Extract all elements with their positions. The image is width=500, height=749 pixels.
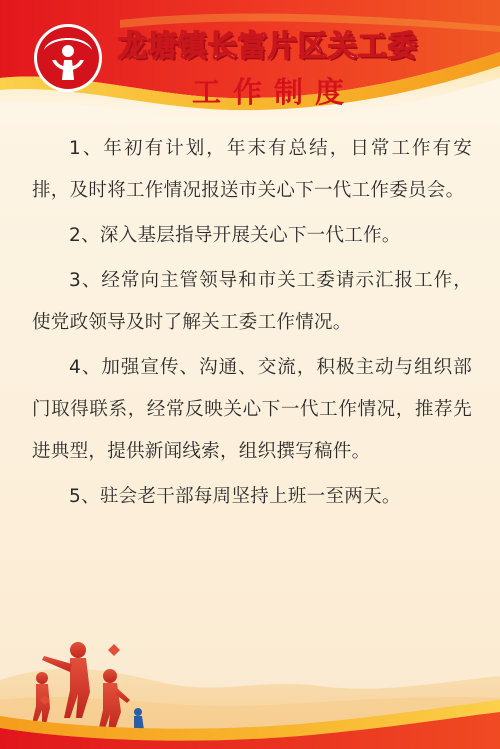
footer-decoration [0, 620, 500, 749]
guanggongwei-emblem-icon [30, 20, 106, 96]
page-subtitle: 工作制度 [192, 75, 357, 109]
rules-list [32, 128, 472, 518]
rule-item: 1、年初有计划，年末有总结，日常工作有安排，及时将工作情况报送市关心下一代工作委员会。 [32, 138, 472, 201]
page-title: 龙塘镇长富片区关工委 [118, 29, 419, 63]
rule-item: 2、深入基层指导开展关心下一代工作。 [69, 225, 401, 246]
rule-item: 3、经常向主管领导和市关工委请示汇报工作，使党政领导及时了解关工委工作情况。 [32, 270, 472, 333]
rule-item: 4、加强宣传、沟通、交流，积极主动与组织部门取得联系，经常反映关心下一代工作情况，推荐先进典型，提供新闻线索，组织撰写稿件。 [32, 357, 472, 462]
rule-item: 5、驻会老干部每周坚持上班一至两天。 [69, 486, 401, 507]
